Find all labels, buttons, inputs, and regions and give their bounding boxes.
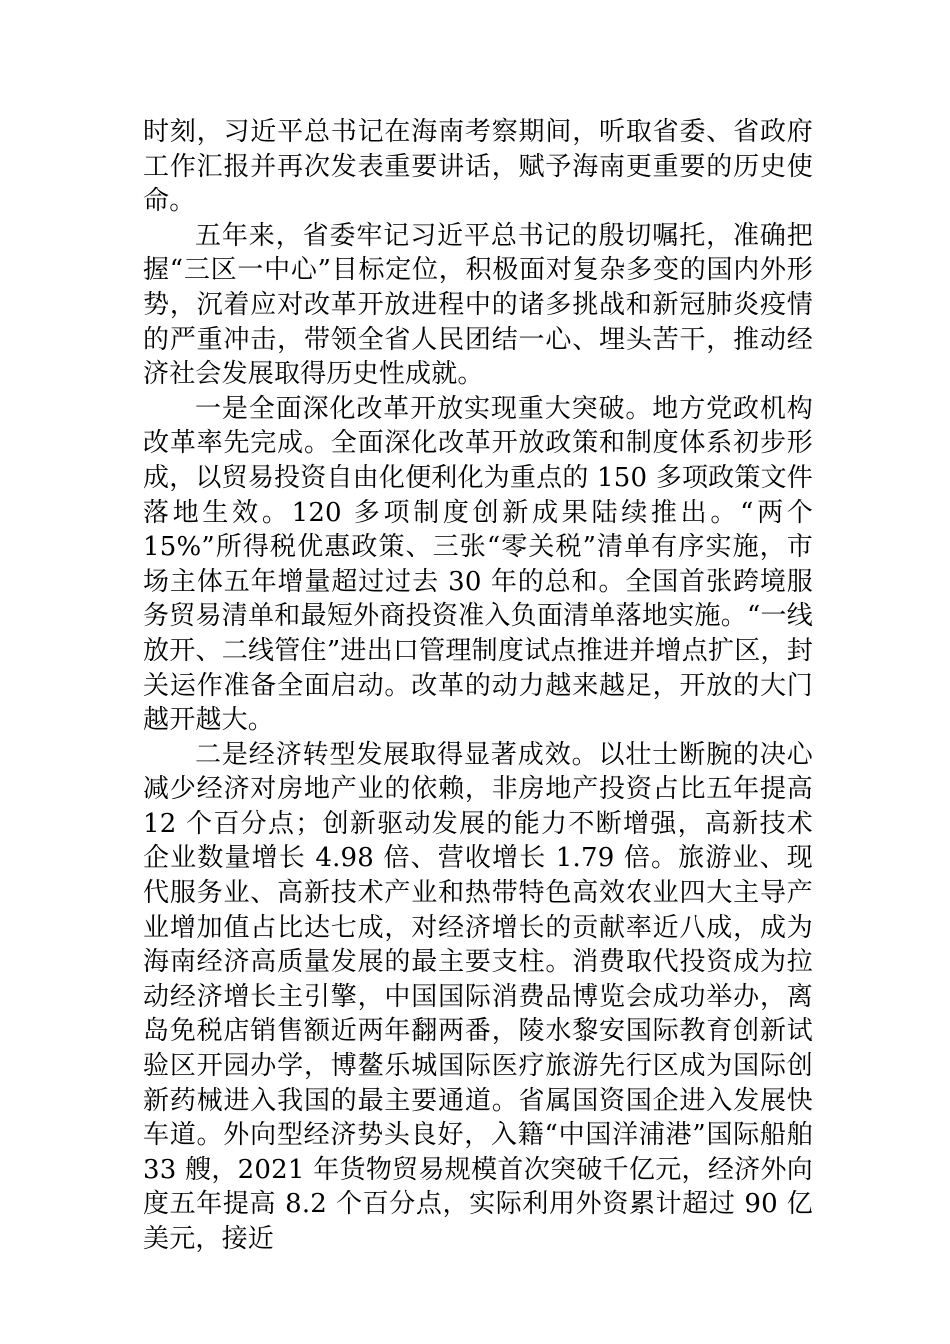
paragraph-continued: 时刻，习近平总书记在海南考察期间，听取省委、省政府工作汇报并再次发表重要讲话，赋予海南更重要的历史使命。 <box>143 117 813 217</box>
paragraph-reform-opening: 一是全面深化改革开放实现重大突破。地方党政机构改革率先完成。全面深化改革开放政策和制度体系初步形成，以贸易投资自由化便利化为重点的 150 多项政策文件落地生效。120 多项制度创新成果陆续推出。“两个 15%”所得税优惠政策、三张“零关税”清单有序实施，市场主体五年增量超过过去 30 年的总和。全国首张跨境服务贸易清单和最短外商投资准入负面清单落地实施。“一线放开、二线管住”进出口管理制度试点推进并增点扩区，封关运作准备全面启动。改革的动力越来越足，开放的大门越开越大。 <box>143 393 813 736</box>
paragraph-economic-transformation: 二是经济转型发展取得显著成效。以壮士断腕的决心减少经济对房地产业的依赖，非房地产投资占比五年提高 12 个百分点；创新驱动发展的能力不断增强，高新技术企业数量增长 4.98 倍、营收增长 1.79 倍。旅游业、现代服务业、高新技术产业和热带特色高效农业四大主导产业增加值占比达七成，对经济增长的贡献率近八成，成为海南经济高质量发展的最主要支柱。消费取代投资成为拉动经济增长主引擎，中国国际消费品博览会成功举办，离岛免税店销售额近两年翻两番，陵水黎安国际教育创新试验区开园办学，博鳌乐城国际医疗旅游先行区成为国际创新药械进入我国的最主要通道。省属国资国企进入发展快车道。外向型经济势头良好，入籍“中国洋浦港”国际船舶 33 艘，2021 年货物贸易规模首次突破千亿元，经济外向度五年提高 8.2 个百分点，实际利用外资累计超过 90 亿美元，接近 <box>143 739 813 1254</box>
body-text <box>143 115 813 1257</box>
paragraph-five-years: 五年来，省委牢记习近平总书记的殷切嘱托，准确把握“三区一中心”目标定位，积极面对复杂多变的国内外形势，沉着应对改革开放进程中的诸多挑战和新冠肺炎疫情的严重冲击，带领全省人民团结一心、埋头苦干，推动经济社会发展取得历史性成就。 <box>143 220 813 390</box>
